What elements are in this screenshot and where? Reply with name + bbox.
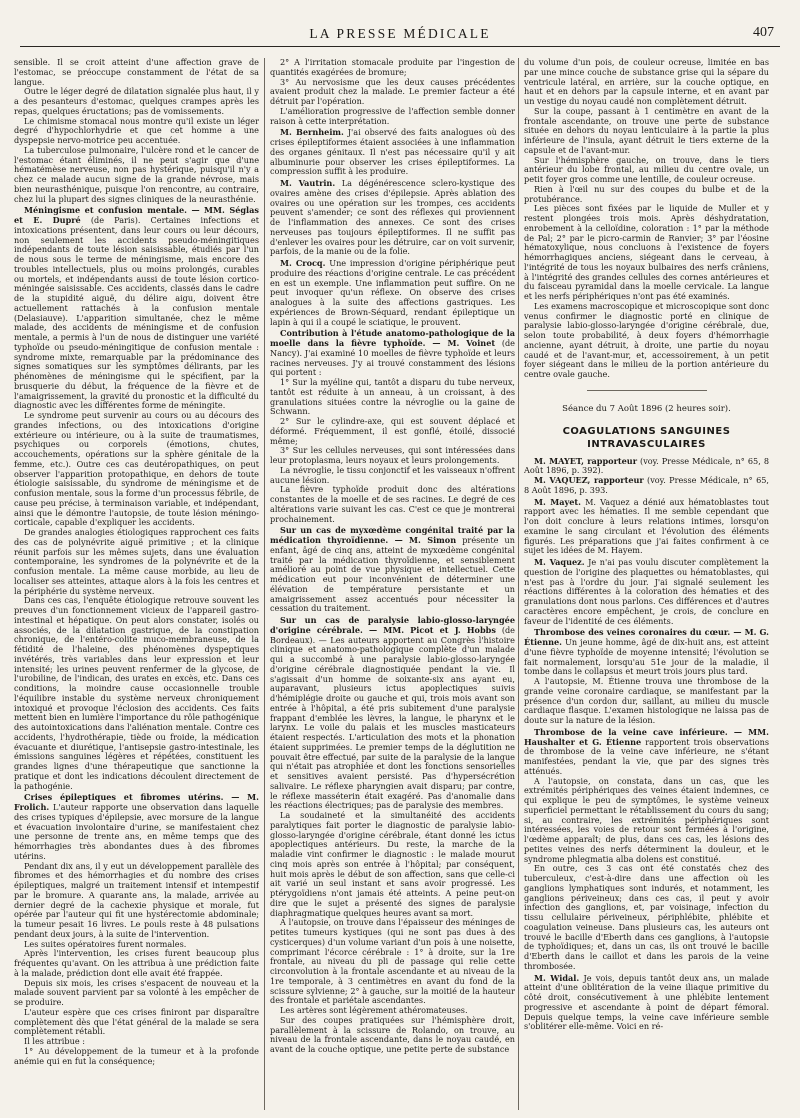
article-title: Sur un cas de myxœdème congénital traité par la médication thyroïdienne. (270, 525, 515, 545)
paragraph: De grandes analogies étiologiques rapprochent ces faits des cas de polynévrite aiguë primitive ; et la clinique réunit parfois sur les mêmes sujets, dans une évaluation contemporaine, les syndromes de la polynévrite et de la confusion mentale. La même cause morbide, au lieu de localiser ses atteintes, attaque alors à la fois les centres et la périphérie du système nerveux. (14, 527, 259, 596)
article-myxoedeme (270, 526, 515, 614)
discussion-crocq (270, 259, 515, 327)
column-rule-1 (264, 58, 265, 1110)
paragraph: La tuberculose pulmonaire, l'ulcère rond et le cancer de l'estomac étant éliminés, il ne peut s'agir que d'une hématémèse nerveuse, non pas hystérique, puisqu'il n'y a chez ce malade aucun signe de la grande névrose, mais bien neurasthénique, puisque l'on rencontre, au contraire, chez lui la plupart des signes cliniques de la neurasthénie. (14, 144, 259, 204)
paragraph: Depuis six mois, les crises s'espacent de nouveau et la malade souvent parvient par sa volonté à les empêcher de se produire. (14, 977, 259, 1007)
article-author: — MM. Séglas et E. Dupré (14, 205, 259, 225)
speaker-name: M. Bernheim. (280, 127, 344, 138)
article-meningisme (14, 206, 259, 411)
article-title: Thrombose de la veine cave inférieure. (534, 726, 728, 737)
paragraph: A l'autopsie, on constata, dans un cas, que les extrémités périphériques des veines étaient indemnes, ce qui explique le peu de symptômes, le système veineux superficiel permettant le rétablissement du cours du sang; si, au contraire, les extrémités périphériques sont intéressées, les voies de retour sont fermées à l'origine, l'œdème apparaît; de plus, dans ces cas, les lésions des petites veines des nerfs déterminent la douleur, et le syndrome phlegmatia alba dolens est constitué. (524, 775, 769, 864)
paragraph: du volume d'un pois, de couleur ocreuse, limitée en bas par une mince couche de substance grise qui la sépare du ventricule latéral, en arrière, sur la couche optique, en haut et en dehors par la capsule interne, et en avant par un vestige du noyau caudé non complètement détruit. (524, 58, 769, 106)
paragraph: La soudaineté et la simultanéité des accidents paralytiques fait porter le diagnostic de paralysie labio-glosso-laryngée d'origine cérébrale, étant donné les ictus apoplectiques antérieurs. Du reste, la marche de la maladie vint confirmer le diagnostic : le malade mourut cinq mois après son entrée à l'hôpital; par conséquent, huit mois après le début de son affection, sans que celle-ci ait varié un seul instant et sans avoir progressé. Les ptérygoïdiens n'ont jamais été atteints. A peine peut-on dire que le sujet a présenté des signes de paralysie diaphragmatique quelques heures avant sa mort. (270, 810, 515, 918)
discussion-vautrin (270, 179, 515, 257)
article-title: Crises épileptiques et fibromes utérins. (24, 792, 224, 803)
discussion-bernheim (270, 128, 515, 177)
discussion-text: Je vois, depuis tantôt deux ans, un malade atteint d'une oblitération de la veine iliaque primitive du côté droit, consécutivement à une phlébite lentement progressive et ascendante à point de départ fémoral. Depuis quelque temps, la veine cave inférieure semble s'oblitérer elle-même. Voici en ré- (524, 972, 769, 1032)
paragraph: Dans ces cas, l'enquête étiologique retrouve souvent les preuves d'un fonctionnement vicieux de l'appareil gastro-intestinal et hépatique. On peut alors constater, isolés ou associés, de la dilatation gastrique, de la constipation chronique, de l'entéro-colite muco-membraneuse, de la fétidité de l'haleine, des phénomènes dyspeptiques invétérés, très variables dans leur expression et leur intensité; les urines peuvent renfermer de la glycose, de l'urobiline, de l'indican, des urates en excès, etc. Dans ces conditions, la moindre cause occasionnelle trouble l'équilibre instable du système nerveux chroniquement intoxiqué et provoque l'éclosion des accidents. Ces faits mettent bien en lumière l'importance du rôle pathogénique des autointoxications dans l'aliénation mentale. Contre ces accidents, l'hydrothérapie, tiède ou froide, la médication évacuante et diurétique, l'antisepsie gastro-intestinale, les émissions sanguines légères et répétées, constituent les grandes lignes d'une thérapeutique que sanctionne la pratique et dont les indications découlent directement de la pathogénie. (14, 595, 259, 791)
speaker-name: M. Crocq. (280, 258, 326, 268)
article-author: — M. G. Étienne. (524, 627, 769, 647)
paragraph: A l'autopsie, on trouve dans l'épaisseur des méninges de petites tumeurs kystiques (qui ne sont pas dues à des cysticerques) d'un volume variant d'un pois à une noisette, comprimant l'écorce cérébrale : 1° à droite, sur la 1re frontale, au niveau du pli de passage qui relie cette circonvolution à la frontale ascendante et au niveau de la 1re temporale, à 3 centimètres en avant du fond de la scissure sylvienne; 2° à gauche, sur la moitié de la hauteur des frontale et pariétale ascendantes. (270, 917, 515, 1006)
paragraph: L'auteur espère que ces crises finiront par disparaître complètement dès que l'état général de la malade se sera complètement rétabli. (14, 1006, 259, 1037)
page-header (20, 24, 780, 47)
article-text: rapportent trois observations de thrombose de la veine cave inférieure, ne s'étant manifestées, pendant la vie, que par des signes très atténués. (524, 736, 769, 776)
reference-text: (voy. Presse Médicale, n° 65, 8 Août 1896, p. 392). (524, 455, 769, 476)
article-text: L'auteur rapporte une observation dans laquelle des crises typiques d'épilepsie, avec morsure de la langue et évacuation involontaire d'urine, se manifestaient chez une personne de trente ans, en même temps que des hémorrhagies très abondantes dues à des fibromes utérins. (14, 802, 259, 861)
paragraph: Les artères sont légèrement athéromateuses. (280, 1005, 468, 1015)
speaker-name: M. MAYET, rapporteur (534, 455, 637, 466)
paragraph: Sur la coupe, passant à 1 centimètre en avant de la frontale ascendante, on trouve une perte de substance située en dehors du noyau lenticulaire à la partie la plus inférieure de l'insula, ayant détruit le tiers externe de la capsule et de l'avant-mur. (524, 105, 769, 155)
article-fievre-typhoide (270, 329, 515, 378)
article-author: — MM. Picot et J. Hobbs (362, 624, 496, 635)
discussion-widal (524, 974, 769, 1033)
discussion-vaquez (524, 558, 769, 626)
paragraph: 2° A l'irritation stomacale produite par l'ingestion de quantités exagérées de bromure; (270, 58, 515, 77)
article-text: présente un enfant, âgé de cinq ans, atteint de myxœdème congénital traité par la médication thyroïdienne, et sensiblement amélioré au point de vue physique et intellectuel. Cette médication eut pour inconvénient de déterminer une élévation de température persistante et un amaigrissement assez accentués pour nécessiter la cessation du traitement. (270, 535, 515, 614)
paragraph: La fièvre typhoïde produit donc des altérations constantes de la moelle et de ses racines. Le degré de ces altérations varie suivant les cas. C'est ce que je montrerai prochainement. (270, 484, 515, 524)
article-author: — M. Voinet (425, 338, 496, 348)
paragraph: La névroglie, le tissu conjonctif et les vaisseaux n'offrent aucune lésion. (270, 464, 515, 485)
paragraph: 2° Sur le cylindre-axe, qui est souvent déplacé et déformé. Fréquemment, il est gonflé, étoilé, dissocié même; (270, 416, 515, 446)
speaker-name: M. Mayet. (534, 496, 581, 507)
paragraph: Les suites opératoires furent normales. (24, 938, 187, 949)
paragraph: En outre, ces 3 cas ont été constatés chez des tuberculeux, c'est-à-dire dans une affection où les ganglions lymphatiques sont indurés, et notamment, les ganglions périveineux; dans ces cas, il peut y avoir infection des ganglions, et, par voisinage, infection du tissu cellulaire périveineux, périphlébite, phlébite et coagulation veineuse. Dans plusieurs cas, les auteurs ont trouvé le bacille d'Eberth dans ces ganglions, à l'autopsie de typhoïdiques; et, dans un cas, ils ont trouvé le bacille d'Eberth dans le caillot et dans les parois de la veine thrombosée. (524, 863, 769, 971)
discussion-text: La dégénérescence sclero-kystique des ovaires amène des crises d'épilepsie. Après ablation des ovaires ou une opération sur les trompes, ces accidents peuvent s'amender; ce sont des réflexes qui proviennent de l'inflammation des annexes. Ce sont des crises nerveuses pas toujours épileptiformes. Il ne suffit pas d'enlever les ovaires pour les détruire, car on voit survenir, parfois, de la manie ou de la folie. (270, 178, 515, 257)
discussion-text: M. Vaquez a dénié aux hématoblastes tout rapport avec les hématies. Il me semble cependant que l'on doit conclure à leurs relations intimes, lorsqu'on examine le sang circulant et l'évolution des éléments figurés. Les préparations que j'ai faites confirment à ce sujet les idées de M. Hayem. (524, 496, 769, 556)
discussion-text: Je n'ai pas voulu discuter complètement la question de l'origine des plaquettes ou hématoblastes, qui n'est pas à l'ordre du jour. J'ai signalé seulement les réactions différentes à la coloration des hématies et des granulations dont nous parlons. Ces différences et d'autres caractères encore empêchent, je crois, de conclure en faveur de l'identité de ces éléments. (524, 557, 769, 626)
paragraph: sensible. Il se croit atteint d'une affection grave de l'estomac, se préoccupe constamment de l'état de sa langue. (14, 58, 259, 87)
rapporteur-vaquez (524, 476, 769, 496)
paragraph: Rien à l'œil nu sur des coupes du bulbe et de la protubérance. (524, 183, 769, 204)
section-title: COAGULATIONS SANGUINES (562, 425, 731, 437)
section-divider (587, 390, 707, 391)
speaker-name: M. Vautrin. (280, 178, 336, 188)
article-author: — M. Frolich. (14, 792, 259, 812)
article-author: — M. Simon (388, 535, 457, 545)
article-text: (de Bordeaux). — Les auteurs apportent au Congrès l'histoire clinique et anatomo-pathologique complète d'un malade qui a succombé à une paralysie labio-glosso-laryngée d'origine cérébrale diagnostiquée pendant la vie. Il s'agissait d'un homme de soixante-six ans ayant eu, auparavant, plusieurs ictus apoplectiques suivis d'hémiplégie droite ou gauche et qui, trois mois avant son entrée à l'hôpital, a été pris subitement d'une paralysie frappant d'emblée les lèvres, la langue, le pharynx et le larynx. Le voile du palais et les muscles masticateurs étaient respectés. L'articulation des mots et la phonation étaient supprimées. Le premier temps de la déglutition ne pouvait être effectué, par suite de la paralysie de la langue qui n'était pas atrophiée et dont les fonctions sensorielles et sensitives avaient persisté. Pas d'hypersécrétion salivaire. Le réflexe pharyngien avait disparu; par contre, le réflexe masséterin était exagéré. Pas d'anomalie dans les réactions électriques; pas de paralysie des membres. (270, 624, 515, 811)
paragraph: Après l'intervention, les crises furent beaucoup plus fréquentes qu'avant. On les attribua à une prédiction faite à la malade, prédiction dont elle avait été frappée. (14, 948, 259, 978)
paragraph: Outre le léger degré de dilatation signalée plus haut, il y a des pesanteurs d'estomac, quelques crampes après les repas, quelques éructations; pas de vomissements. (14, 86, 259, 116)
article-title: Thrombose des veines coronaires du cœur. (534, 627, 731, 638)
session-line: Séance du 7 Août 1896 (2 heures soir). (562, 403, 731, 414)
article-title: Sur un cas de paralysie labio-glosso-laryngée d'origine cérébrale. (270, 615, 515, 635)
paragraph: Le syndrome peut survenir au cours ou au décours des grandes infections, ou des intoxications d'origine extérieure ou intérieure, ou à la suite de traumatismes, psychiques ou corporels (émotions, chutes, accouchements, opérations sur la sphère génitale de la femme, etc.). Outre ces cas deutéropathiques, on peut observer l'apparition protopathique, en dehors de toute étiologie saisissable, du syndrome de méningisme et de confusion mentale, sous la forme d'un processus fébrile, de cause peu précise, à terminaison variable, et indépendant, ainsi que le démontre l'autopsie, de toute lésion méningo-corticale, capable d'expliquer les accidents. (14, 410, 259, 528)
paragraph: Les pièces sont fixées par le liquide de Muller et y restent plongées trois mois. Après déshydratation, enrobement à la celloïdine, coloration : 1° par la méthode de Pal; 2° par le picro-carmin de Ranvier; 3° par l'éosine hématoxylique, nous concluons à l'existence de foyers hémorrhagiques anciens, siégeant dans le cerveau, à l'intégrité de tous les noyaux bulbaires des nerfs crâniens, à l'intégrité des grandes cellules des cornes antérieures et du faisceau pyramidal dans la moelle cervicale. La langue et les nerfs périphériques n'ont pas été examinés. (524, 203, 769, 301)
discussion-mayet (524, 498, 769, 557)
article-title: Contribution à l'étude anatomo-pathologique de la moelle dans la fièvre typhoïde. (270, 328, 515, 348)
discussion-text: J'ai observé des faits analogues où des crises épileptiformes étaient associées à une inflammation des organes génitaux. Il n'est pas nécessaire qu'il y ait albuminurie pour observer les crises épileptiformes. La compression suffit à les produire. (270, 127, 515, 177)
article-paralysie (270, 616, 515, 811)
article-text: (de Nancy). J'ai examiné 10 moelles de fièvre typhoïde et leurs racines nerveuses. J'y ai trouvé constamment des lésions qui portent : (270, 338, 515, 378)
article-thrombose-veine-cave (524, 728, 769, 777)
paragraph: Sur des coupes pratiquées sur l'hémisphère droit, parallèlement à la scissure de Rolando, on trouve, au niveau de la frontale ascendante, dans le noyau caudé, en avant de la couche optique, une petite perte de substance (270, 1014, 515, 1054)
page-number: 407 (753, 25, 774, 40)
column-1 (14, 58, 259, 1110)
paragraph: Pendant dix ans, il y eut un développement parallèle des fibromes et des hémorrhagies et du nombre des crises épileptiques, malgré un traitement intensif et intempestif par le bromure. A quarante ans, la malade, arrivée au dernier degré de la cachexie physique et morale, fut opérée par l'auteur qui fit une hystérectomie abdominale; la tumeur pesait 16 livres. Le pouls reste à 48 pulsations pendant deux jours, à la suite de l'intervention. (14, 860, 259, 939)
paragraph: 3° Sur les cellules nerveuses, qui sont intéressées dans leur protoplasma, leurs noyaux et leurs prolongements. (270, 445, 515, 465)
article-text: Un jeune homme, âgé de dix-huit ans, est atteint d'une fièvre typhoïde de moyenne intensité; l'évolution se fait normalement, lorsqu'au 51e jour de la maladie, il tombe dans le collapsus et meurt trois jours plus tard. (524, 637, 769, 677)
discussion-text: Une impression d'origine périphérique peut produire des réactions d'origine centrale. Le cas précédent en est un exemple. Une inflammation peut suffire. On ne peut invoquer qu'un réflexe. On observe des crises analogues à la suite des affections gastriques. Les expériences de Brown-Séquard, rendant épileptique un lapin à qui il a coupé le sciatique, le prouvent. (270, 258, 515, 327)
article-thrombose-coronaires (524, 628, 769, 677)
paragraph: Il les attribue : (24, 1036, 85, 1046)
paragraph: 1° Au développement de la tumeur et à la profonde anémie qui en fut la conséquence; (14, 1045, 259, 1066)
rapporteur-mayet (524, 457, 769, 477)
paragraph: 1° Sur la myéline qui, tantôt a disparu du tube nerveux, tantôt est réduite à un anneau, à un croissant, à des granulations situées contre la névroglie ou la gaine de Schwann. (270, 377, 515, 417)
article-text: (de Paris). Certaines infections et intoxications présentent, dans leur cours ou leur décours, non seulement les accidents pseudo-méningitiques indépendants de toute lésion saisissable, étudiés par l'un de nous sous le terme de méningisme, mais encore des troubles intellectuels, plus ou moins prolongés, curables ou mortels, et indépendants aussi de toute lésion cortico-méningée saisissable. Ces accidents, classés dans le cadre de la stupidité aiguë, du délire aigu, doivent être actuellement rattachés à la confusion mentale (Delasiauve). L'apparition simultanée, chez le même malade, des accidents de méningisme et de confusion mentale, a permis à l'un de nous de distinguer une variété typhoïde ou pseudo-méningitique de confusion mentale : syndrome mixte, remarquable par la prédominance des signes somatiques sur les symptômes délirants, par les phénomènes de méningisme qui le spécifient, par la brusquerie du début, la fréquence de la fièvre et de l'amaigrissement, la gravité du pronostic et la difficulté du diagnostic avec les différentes forme de méningite. (14, 215, 259, 411)
speaker-name: M. VAQUEZ, rapporteur (534, 475, 644, 485)
paragraph: 3° Au nervosisme que les deux causes précédentes avaient produit chez la malade. Le premier facteur a été détruit par l'opération. (270, 76, 515, 106)
article-title: Méningisme et confusion mentale. (24, 205, 187, 216)
paragraph: Les examens macroscopique et microscopique sont donc venus confirmer le diagnostic porté en clinique de paralysie labio-glosso-laryngée d'origine cérébrale, due, selon toute probabilité, à deux foyers d'hémorrhagie ancienne, ayant détruit, à droite, une partie du noyau caudé et de l'avant-mur, et, accessoirement, à un petit foyer siégeant dans le milieu de la portion antérieure du centre ovale gauche. (524, 300, 769, 379)
paragraph: Le chimisme stomacal nous montre qu'il existe un léger degré d'hypochlorhydrie et que cet homme a une dyspepsie nervo-motrice peu accentuée. (14, 115, 259, 145)
speaker-name: M. Widal. (534, 972, 580, 983)
column-3 (524, 58, 769, 1110)
paragraph: Sur l'hémisphère gauche, on trouve, dans le tiers antérieur du lobe frontal, au milieu du centre ovale, un petit foyer gros comme une lentille, de couleur ocreuse. (524, 154, 769, 184)
speaker-name: M. Vaquez. (534, 557, 585, 567)
article-author: — MM. Haushalter et G. Étienne (524, 726, 769, 747)
column-rule-2 (518, 58, 519, 1110)
section-subtitle: INTRAVASCULAIRES (587, 438, 706, 450)
article-crises-epileptiques (14, 793, 259, 861)
journal-title: LA PRESSE MÉDICALE (309, 26, 491, 41)
reference-text: (voy. Presse Médicale, n° 65, 8 Août 1896, p. 393. (524, 475, 769, 495)
paragraph: L'amélioration progressive de l'affection semble donner raison à cette interprétation. (270, 105, 515, 126)
column-2 (270, 58, 515, 1110)
paragraph: A l'autopsie, M. Étienne trouva une thrombose de la grande veine coronaire cardiaque, se manifestant par la présence d'un cordon dur, saillant, au milieu du muscle cardiaque flasque. L'examen histologique ne laissa pas de doute sur la nature de la lésion. (524, 676, 769, 725)
